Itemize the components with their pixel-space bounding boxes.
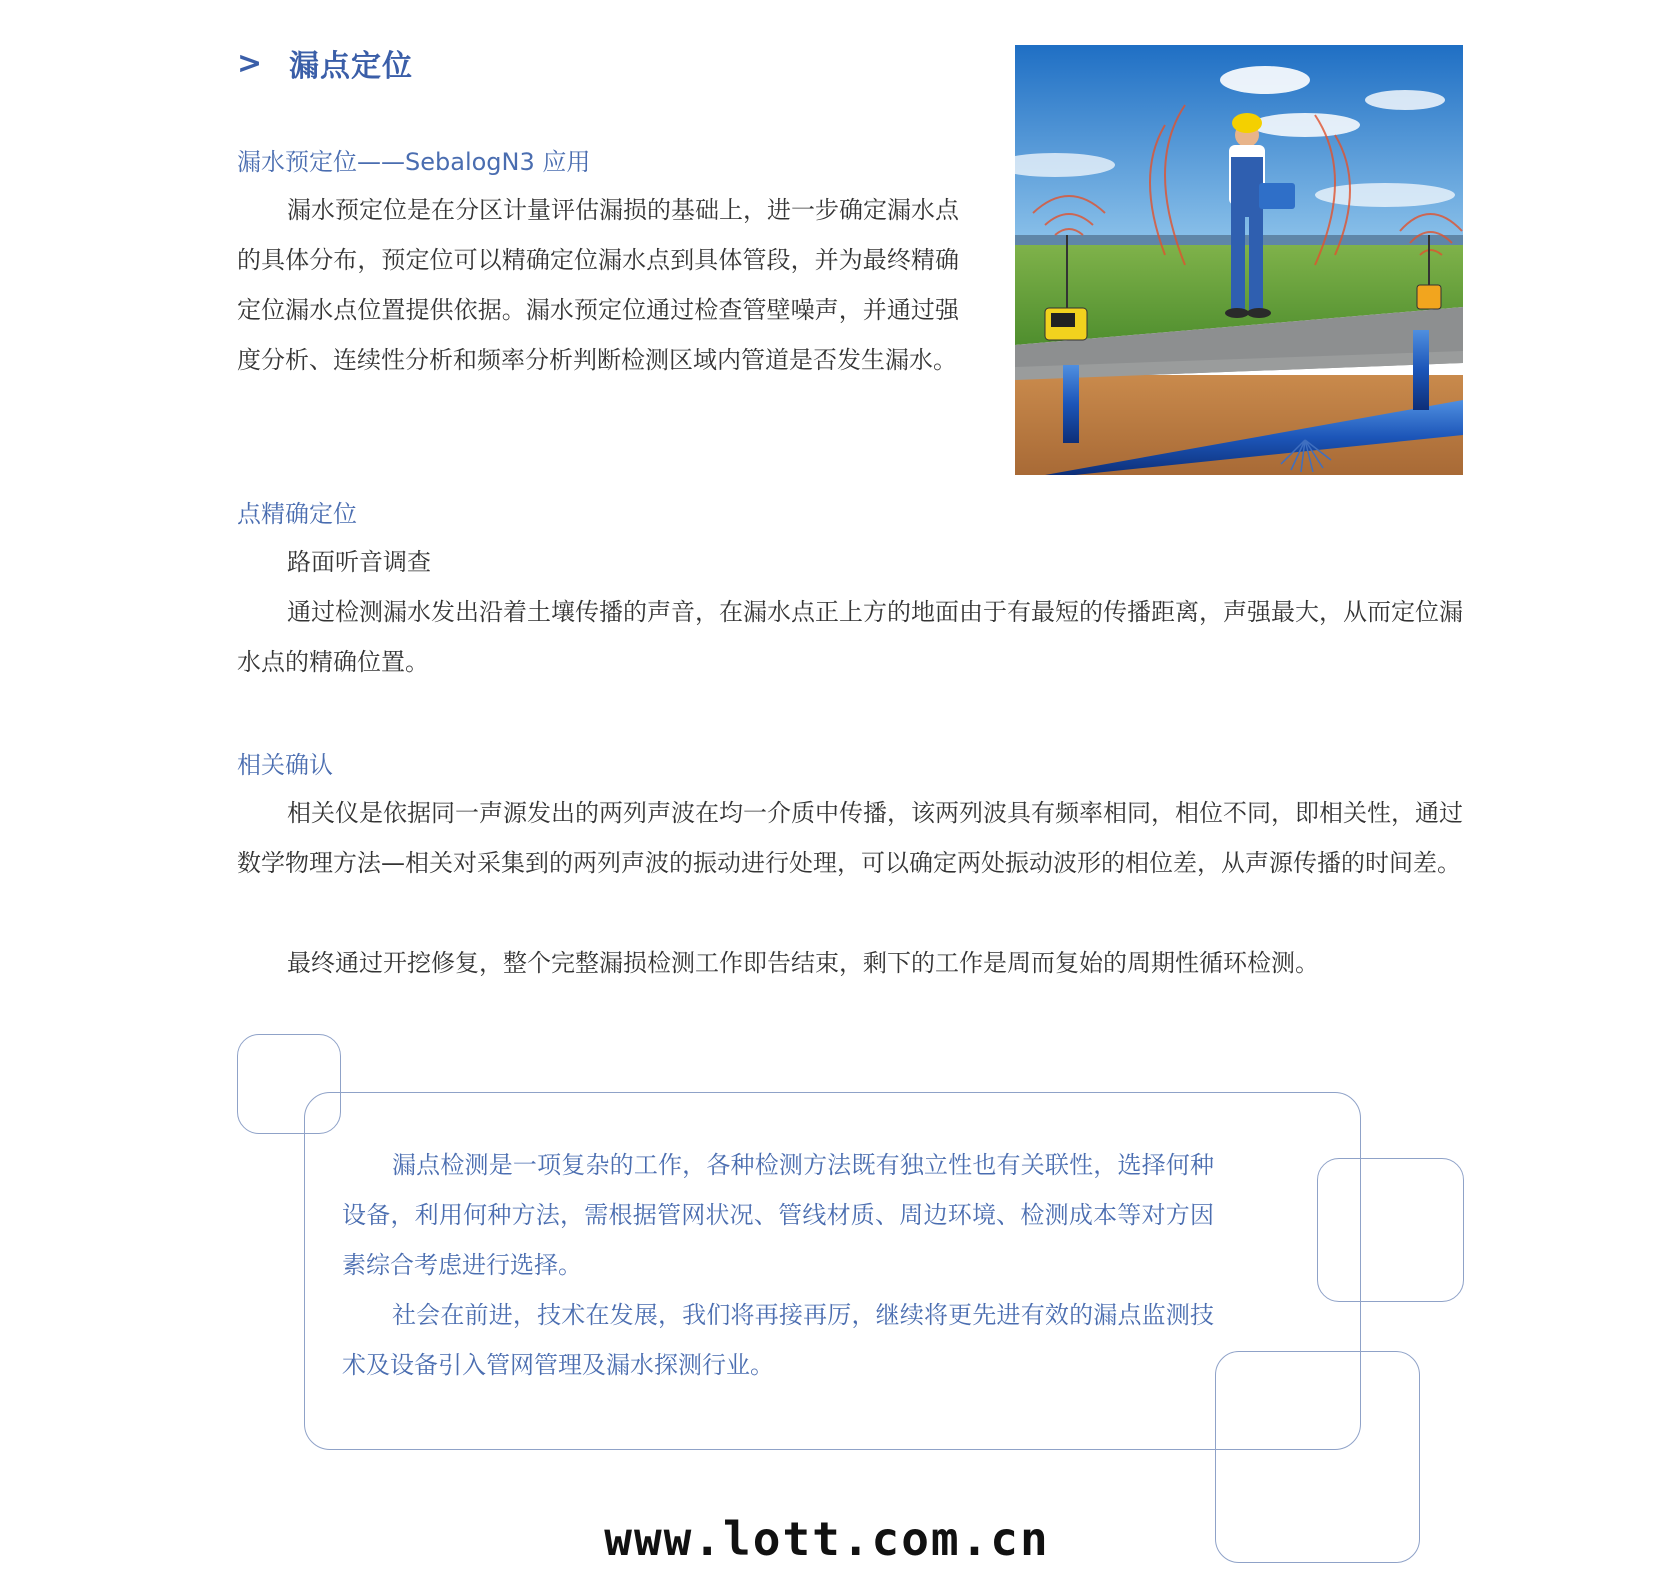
page-title: 漏点定位: [289, 49, 413, 84]
section-paragraph-prelocation: 漏水预定位是在分区计量评估漏损的基础上，进一步确定漏水点的具体分布，预定位可以精确定位漏水点到具体管段，并为最终精确定位漏水点位置提供依据。漏水预定位通过检查管壁噪声，并通过强度分析、连续性分析和频率分析判断检测区域内管道是否发生漏水。: [237, 196, 959, 374]
section-paragraph-pinpoint: 通过检测漏水发出沿着土壤传播的声音，在漏水点正上方的地面由于有最短的传播距离，声强最大，从而定位漏水点的精确位置。: [237, 598, 1463, 676]
callout-paragraph-2: 社会在前进，技术在发展，我们将再接再厉，继续将更先进有效的漏点监测技术及设备引入管网管理及漏水探测行业。: [342, 1301, 1214, 1379]
section-heading-prelocation: 漏水预定位——SebalogN3 应用: [237, 148, 591, 176]
section-subheading-listening: 路面听音调查: [287, 548, 431, 576]
leak-detection-illustration: [1015, 45, 1463, 475]
callout-paragraph-1: 漏点检测是一项复杂的工作，各种检测方法既有独立性也有关联性，选择何种设备，利用何种方法，需根据管网状况、管线材质、周边环境、检测成本等对方因素综合考虑进行选择。: [342, 1151, 1214, 1279]
decorative-square-right: [1317, 1158, 1464, 1302]
section-heading-correlation: 相关确认: [237, 751, 333, 779]
page-title-row: [237, 38, 413, 88]
section-paragraph-conclusion: 最终通过开挖修复，整个完整漏损检测工作即告结束，剩下的工作是周而复始的周期性循环检测。: [287, 949, 1319, 977]
section-heading-pinpoint: 点精确定位: [237, 500, 357, 528]
chevron-right-icon: >: [237, 45, 263, 81]
section-paragraph-correlation: 相关仪是依据同一声源发出的两列声波在均一介质中传播，该两列波具有频率相同，相位不同，即相关性，通过数学物理方法—相关对采集到的两列声波的振动进行处理，可以确定两处振动波形的相位差，从声源传播的时间差。: [237, 799, 1463, 877]
callout-text: [342, 1140, 1214, 1390]
footer-url[interactable]: www.lott.com.cn: [604, 1512, 1050, 1566]
decorative-square-top-left: [237, 1034, 341, 1134]
